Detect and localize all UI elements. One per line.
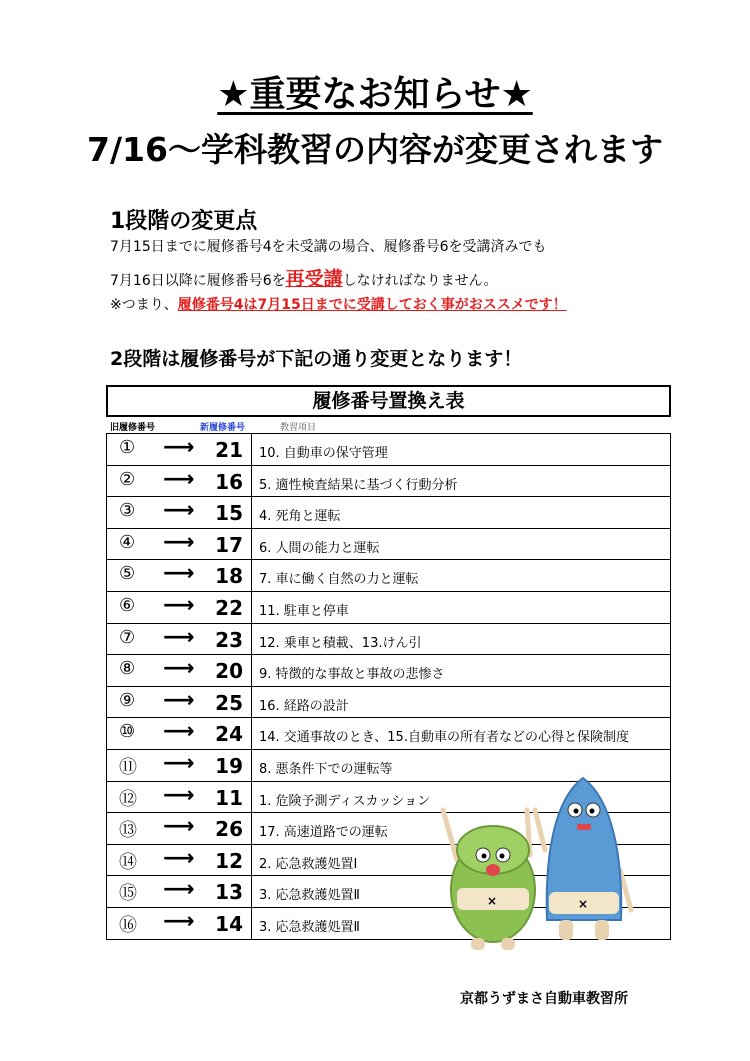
column-divider (251, 497, 252, 528)
lesson-item: 2. 応急救護処置Ⅰ (259, 856, 358, 872)
lesson-item: 14. 交通事故のとき、15.自動車の所有者などの心得と保険制度 (259, 730, 629, 746)
old-number: ⑯ (119, 914, 137, 936)
arrow-right-icon: ⟶ (163, 814, 195, 840)
column-header-new: 新履修番号 (200, 423, 246, 433)
old-number: ① (119, 437, 136, 458)
old-number: ⑭ (119, 851, 137, 873)
column-divider (251, 750, 252, 781)
arrow-right-icon: ⟶ (163, 498, 195, 524)
new-number: 22 (215, 595, 243, 620)
table-row (106, 624, 671, 656)
notice-subtitle: 7/16～学科教習の内容が変更されます (87, 130, 663, 169)
mascot-illustration (435, 770, 635, 960)
blue-mascot (535, 778, 631, 940)
old-number: ④ (119, 531, 136, 553)
column-divider (251, 529, 252, 560)
table-row (106, 466, 671, 498)
column-divider (251, 718, 252, 749)
notice-title: ★重要なお知らせ★ (217, 74, 533, 115)
line3-emphasis: 履修番号4は7月15日までに受講しておく事がおススメです！ (177, 297, 567, 313)
column-divider (251, 845, 252, 876)
new-number: 26 (215, 817, 243, 842)
lesson-item: 3. 応急救護処置Ⅱ (259, 919, 360, 935)
lesson-item: 3. 応急救護処置Ⅱ (259, 888, 360, 904)
column-divider (251, 560, 252, 591)
line2-pre: 7月16日以降に履修番号6を (110, 273, 286, 289)
table-row (106, 655, 671, 687)
lesson-item: 17. 高速道路での運転 (259, 825, 388, 841)
new-number: 14 (215, 911, 243, 936)
arrow-right-icon: ⟶ (163, 561, 195, 587)
lesson-item: 4. 死角と運転 (259, 509, 341, 525)
column-header-item: 教習項目 (280, 423, 317, 433)
arrow-right-icon: ⟶ (163, 466, 195, 492)
line2-post: しなければなりません。 (342, 273, 498, 289)
new-number: 16 (215, 469, 243, 494)
table-row (106, 529, 671, 561)
new-number: 13 (215, 880, 243, 905)
old-number: ⑥ (119, 594, 136, 616)
new-number: 18 (215, 564, 243, 589)
old-number: ⑨ (119, 689, 136, 711)
table-row (106, 592, 671, 624)
column-divider (251, 624, 252, 655)
lesson-item: 5. 適性検査結果に基づく行動分析 (259, 477, 458, 493)
table-row (106, 687, 671, 719)
arrow-right-icon: ⟶ (163, 435, 195, 460)
new-number: 23 (215, 627, 243, 652)
old-number: ⑧ (119, 658, 136, 680)
table-row (106, 560, 671, 592)
lesson-item: 7. 車に働く自然の力と運転 (259, 572, 419, 588)
table-title: 履修番号置換え表 (106, 385, 671, 417)
new-number: 20 (215, 659, 243, 684)
column-divider (251, 466, 252, 497)
table-row (106, 497, 671, 529)
lesson-item: 9. 特徴的な事故と事故の悲惨さ (259, 667, 445, 683)
arrow-right-icon: ⟶ (163, 719, 195, 745)
new-number: 21 (215, 438, 243, 462)
arrow-right-icon: ⟶ (163, 845, 195, 871)
lesson-item: 11. 駐車と停車 (259, 603, 349, 619)
arrow-right-icon: ⟶ (163, 877, 195, 903)
old-number: ⑫ (119, 788, 137, 810)
column-header-old: 旧履修番号 (110, 423, 156, 433)
section1-line2 (110, 264, 498, 291)
old-number: ⑩ (119, 721, 136, 743)
new-number: 19 (215, 753, 243, 778)
old-number: ③ (119, 500, 136, 522)
column-divider (251, 813, 252, 844)
column-divider (251, 655, 252, 686)
new-number: 15 (215, 501, 243, 526)
arrow-right-icon: ⟶ (163, 592, 195, 618)
table-row (106, 434, 671, 466)
lesson-item: 1. 危険予測ディスカッション (259, 793, 431, 809)
column-divider (251, 592, 252, 623)
old-number: ⑬ (119, 820, 137, 842)
section1-heading: 1段階の変更点 (110, 209, 258, 234)
new-number: 17 (215, 532, 243, 557)
new-number: 25 (215, 690, 243, 715)
section2-heading: 2段階は履修番号が下記の通り変更となります！ (110, 348, 523, 370)
column-divider (251, 782, 252, 813)
svg-text:×: × (578, 897, 589, 911)
arrow-right-icon: ⟶ (163, 529, 195, 555)
new-number: 12 (215, 848, 243, 873)
table-row (106, 718, 671, 750)
lesson-item: 16. 経路の設計 (259, 698, 349, 714)
old-number: ⑦ (119, 626, 136, 648)
lesson-item: 8. 悪条件下での運転等 (259, 761, 393, 777)
arrow-right-icon: ⟶ (163, 656, 195, 682)
line3-pre: ※つまり、 (110, 297, 178, 313)
old-number: ⑤ (119, 563, 136, 585)
section1-line1: 7月15日までに履修番号4を未受講の場合、履修番号6を受講済みでも (110, 239, 547, 255)
new-number: 11 (215, 785, 243, 810)
school-name: 京都うずまさ自動車教習所 (460, 991, 628, 1007)
column-divider (251, 876, 252, 907)
arrow-right-icon: ⟶ (163, 624, 195, 650)
column-divider (251, 687, 252, 718)
arrow-right-icon: ⟶ (163, 782, 195, 808)
lesson-item: 6. 人間の能力と運転 (259, 540, 380, 556)
new-number: 24 (215, 722, 243, 747)
svg-text:×: × (487, 894, 498, 908)
arrow-right-icon: ⟶ (163, 687, 195, 713)
old-number: ② (119, 468, 136, 490)
line2-emphasis: 再受講 (285, 268, 343, 290)
section1-line3 (110, 294, 567, 314)
arrow-right-icon: ⟶ (163, 750, 195, 776)
lesson-item: 10. 自動車の保守管理 (259, 446, 388, 461)
old-number: ⑮ (119, 883, 137, 905)
lesson-item: 12. 乗車と積載、13.けん引 (259, 635, 422, 651)
column-divider (251, 908, 252, 939)
column-divider (251, 434, 252, 465)
green-mascot (443, 810, 535, 950)
old-number: ⑪ (119, 756, 137, 778)
arrow-right-icon: ⟶ (163, 908, 195, 934)
